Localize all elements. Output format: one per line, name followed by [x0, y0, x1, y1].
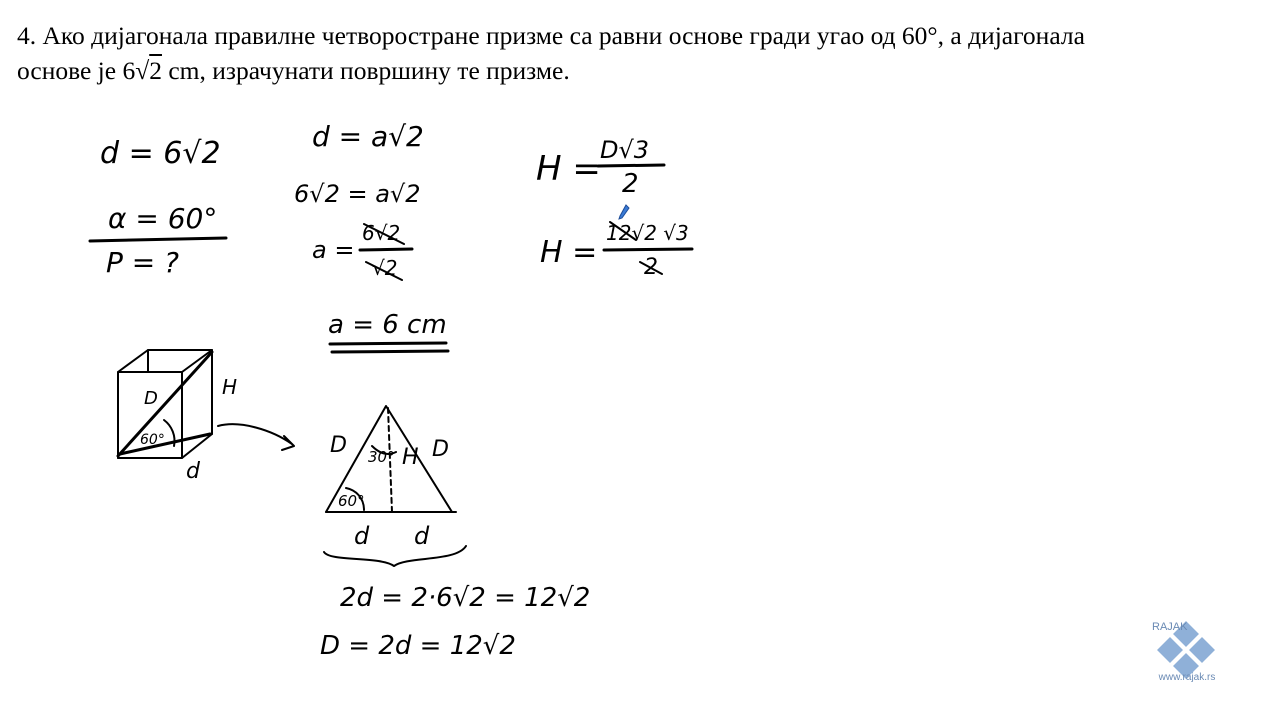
problem-line-2: основе је 6√2 cm, израчунати површину те призме. — [17, 56, 570, 85]
H-label-1: H = — [536, 149, 601, 189]
prism-d: d — [186, 459, 200, 484]
given-divider-line — [90, 238, 226, 241]
problem-line-2-end: cm, израчунати површину те призме. — [161, 56, 570, 85]
tri-D-right: D — [432, 437, 449, 462]
tri-d-right: d — [414, 522, 430, 550]
tri-D-left: D — [330, 433, 347, 458]
equation-D: D = 2d = 12√2 — [320, 631, 516, 661]
prism-arrow — [218, 424, 294, 450]
H-sub-num: 12√2 √3 — [606, 221, 689, 245]
prism-angle: 60° — [140, 432, 165, 448]
given-alpha: α = 60° — [108, 202, 218, 235]
a-fraction-num: 6√2 — [362, 221, 401, 245]
pen-cursor-icon — [618, 204, 630, 222]
given-d: d = 6√2 — [100, 136, 221, 171]
a-fraction-bar — [360, 249, 412, 250]
tri-d-left: d — [354, 522, 370, 550]
find-P: P = ? — [106, 246, 180, 279]
tri-angle-60: 60° — [338, 492, 365, 510]
logo-letters: RAJAK — [1152, 621, 1188, 633]
H-formula-den: 2 — [622, 169, 639, 199]
logo-url: www.rajak.rs — [1158, 672, 1216, 683]
a-result-underline — [330, 343, 448, 352]
prism-H: H — [222, 375, 238, 399]
a-equals-label: a = — [312, 236, 355, 264]
a-result: a = 6 cm — [328, 310, 447, 340]
tri-angle-30: 30° — [368, 448, 395, 466]
tri-H: H — [402, 445, 419, 470]
H-formula-bar — [598, 165, 664, 166]
H-sub-den: 2 — [644, 255, 658, 280]
H-label-2: H = — [540, 235, 598, 270]
problem-line-2-start: основе је 6 — [17, 56, 136, 85]
equation-6root2: 6√2 = a√2 — [294, 180, 421, 208]
problem-line-1: 4. Ако дијагонала правилне четворостране призме са равни основе гради угао од 60°, а дијагонала — [17, 21, 1085, 50]
H-sub-bar — [604, 249, 692, 250]
problem-line-2-sqrt: 2 — [149, 56, 162, 85]
H-formula-num: D√3 — [600, 136, 650, 164]
equation-2d: 2d = 2·6√2 = 12√2 — [340, 583, 591, 613]
triangle-sketch — [324, 406, 466, 566]
a-fraction-den: √2 — [372, 256, 398, 280]
d-formula: d = a√2 — [312, 120, 424, 153]
prism-D: D — [144, 388, 158, 409]
prism-sketch — [118, 350, 294, 484]
brace — [324, 546, 466, 566]
